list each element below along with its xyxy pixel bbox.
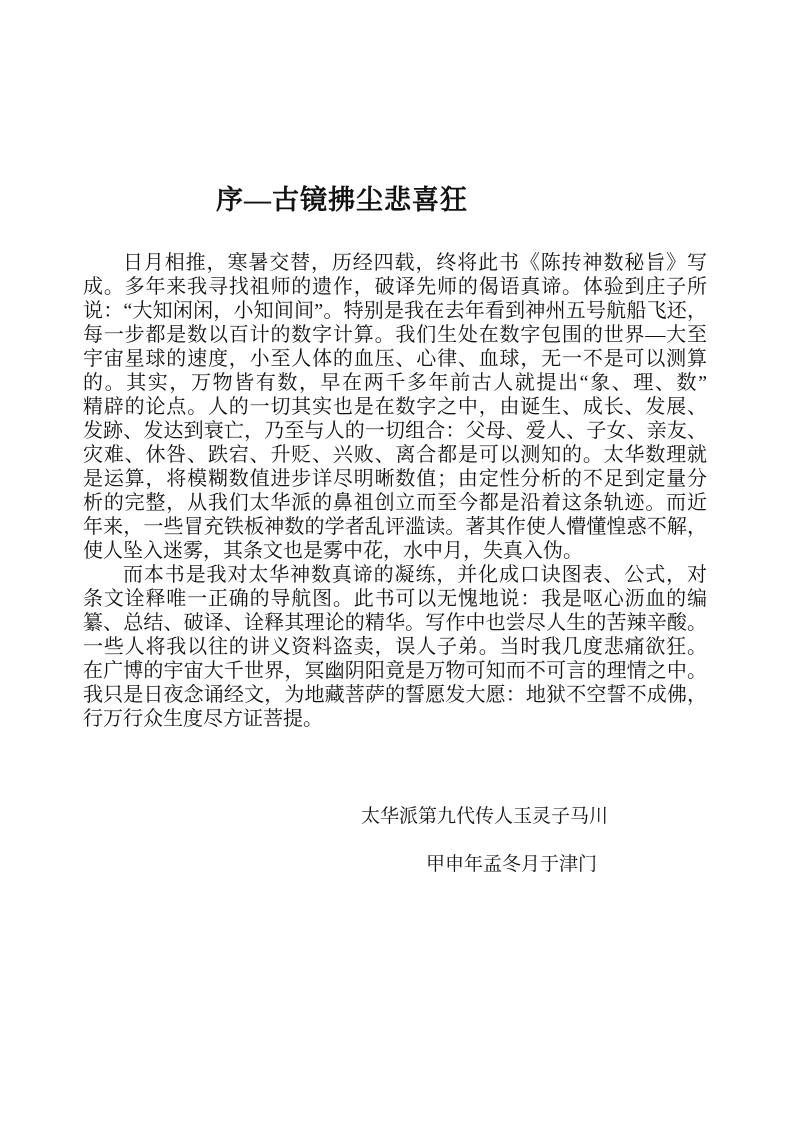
body-line: 条文诠释唯一正确的导航图。此书可以无愧地说：我是呕心沥血的编: [83, 588, 707, 610]
body-line: 使人坠入迷雾，其条文也是雾中花，水中月，失真入伪。: [83, 540, 583, 562]
body-line: 宇宙星球的速度，小至人体的血压、心律、血球，无一不是可以测算: [83, 348, 707, 370]
body-line: 一些人将我以往的讲义资料盗卖，误人子弟。当时我几度悲痛欲狂。: [83, 636, 707, 658]
body-line: 灾难、休咎、跌宕、升贬、兴败、离合都是可以测知的。太华数理就: [83, 444, 707, 466]
body-line: 在广博的宇宙大千世界，冥幽阴阳竟是万物可知而不可言的理情之中。: [83, 660, 707, 682]
body-line: 年来，一些冒充铁板神数的学者乱评滥读。著其作使人懵懂惶惑不解，: [83, 516, 707, 538]
body-line: 纂、总结、破译、诠释其理论的精华。写作中也尝尽人生的苦辣辛酸。: [83, 612, 707, 634]
body-line: 而本书是我对太华神数真谛的凝练，并化成口诀图表、公式，对: [123, 564, 707, 586]
body-line: 精辟的论点。人的一切其实也是在数字之中，由诞生、成长、发展、: [83, 396, 707, 418]
body-line: 成。多年来我寻找祖师的遗作，破译先师的偈语真谛。体验到庄子所: [83, 276, 707, 298]
body-line: 日月相推，寒暑交替，历经四载，终将此书《陈抟神数秘旨》写: [123, 252, 707, 274]
body-line: 发跡、发达到衰亡，乃至与人的一切组合：父母、爱人、子女、亲友、: [83, 420, 707, 442]
body-line: 行万行众生度尽方证菩提。: [83, 708, 323, 730]
body-line: 说：“大知闲闲，小知间间”。特别是我在去年看到神州五号航船飞还，: [83, 300, 707, 322]
body-text: [83, 251, 707, 731]
body-line: 析的完整，从我们太华派的鼻祖创立而至今都是沿着这条轨迹。而近: [83, 492, 707, 514]
body-line: 我只是日夜念诵经文，为地藏菩萨的誓愿发大愿：地狱不空誓不成佛，: [83, 684, 707, 706]
signature-author: 太华派第九代传人玉灵子马川: [361, 806, 609, 827]
preface-title: 序—古镜拂尘悲喜狂: [216, 185, 468, 215]
signature-date: 甲申年孟冬月于津门: [426, 854, 598, 875]
body-line: 每一步都是数以百计的数字计算。我们生处在数字包围的世界—大至: [83, 324, 707, 346]
body-line: 是运算，将模糊数值进步详尽明晰数值；由定性分析的不足到定量分: [83, 468, 707, 490]
body-line: 的。其实，万物皆有数，早在两千多年前古人就提出“象、理、数”: [83, 372, 707, 394]
